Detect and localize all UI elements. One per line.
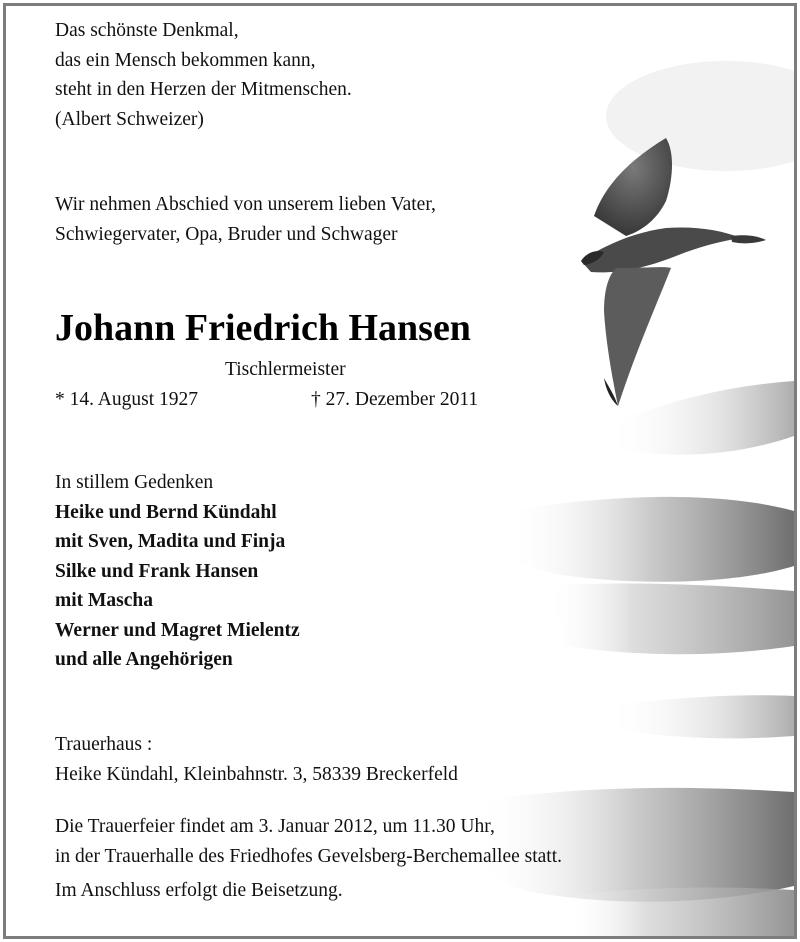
quote-block [55, 16, 352, 134]
mourners-intro: In stillem Gedenken [55, 472, 214, 493]
seagull-icon [581, 138, 766, 406]
birth-date: * 14. August 1927 [55, 389, 199, 410]
mourner-name: Werner und Magret Mielentz [55, 619, 300, 641]
cloud-band-1 [606, 381, 794, 455]
mourner-name: Heike und Bernd Kündahl [55, 501, 277, 523]
quote-line: das ein Mensch bekommen kann, [55, 49, 316, 71]
farewell-block [55, 190, 436, 249]
deceased-name: Johann Friedrich Hansen [55, 307, 471, 349]
house-label: Trauerhaus : [55, 734, 153, 755]
ceremony-block [55, 812, 562, 871]
obituary-frame [3, 3, 797, 939]
quote-line: Das schönste Denkmal, [55, 20, 239, 41]
quote-line: steht in den Herzen der Mitmenschen. [55, 79, 352, 100]
ceremony-line: Die Trauerfeier findet am 3. Januar 2012, um 11.30 Uhr, [55, 816, 495, 837]
death-date: † 27. Dezember 2011 [311, 389, 479, 410]
mourner-name: und alle Angehörigen [55, 649, 233, 670]
mourners-block [55, 468, 300, 675]
mourner-name: mit Mascha [55, 590, 154, 611]
mourner-name: mit Sven, Madita und Finja [55, 531, 286, 552]
farewell-line: Wir nehmen Abschied von unserem lieben Vater, [55, 194, 436, 215]
deceased-profession: Tischlermeister [225, 359, 346, 380]
cloud-band-2 [506, 497, 794, 582]
cloud-band-6 [566, 888, 794, 936]
ceremony-line: in der Trauerhalle des Friedhofes Gevelsberg-Berchemallee statt. [55, 845, 563, 867]
cloud-band-4 [606, 695, 794, 738]
cloud-band-3 [546, 584, 794, 655]
burial-note: Im Anschluss erfolgt die Beisetzung. [55, 880, 343, 901]
mourner-name: Silke und Frank Hansen [55, 560, 259, 582]
cloud-haze [606, 61, 794, 171]
house-block [55, 730, 458, 789]
quote-author: (Albert Schweizer) [55, 108, 204, 130]
farewell-line: Schwiegervater, Opa, Bruder und Schwager [55, 223, 398, 245]
house-address: Heike Kündahl, Kleinbahnstr. 3, 58339 Breckerfeld [55, 763, 458, 785]
